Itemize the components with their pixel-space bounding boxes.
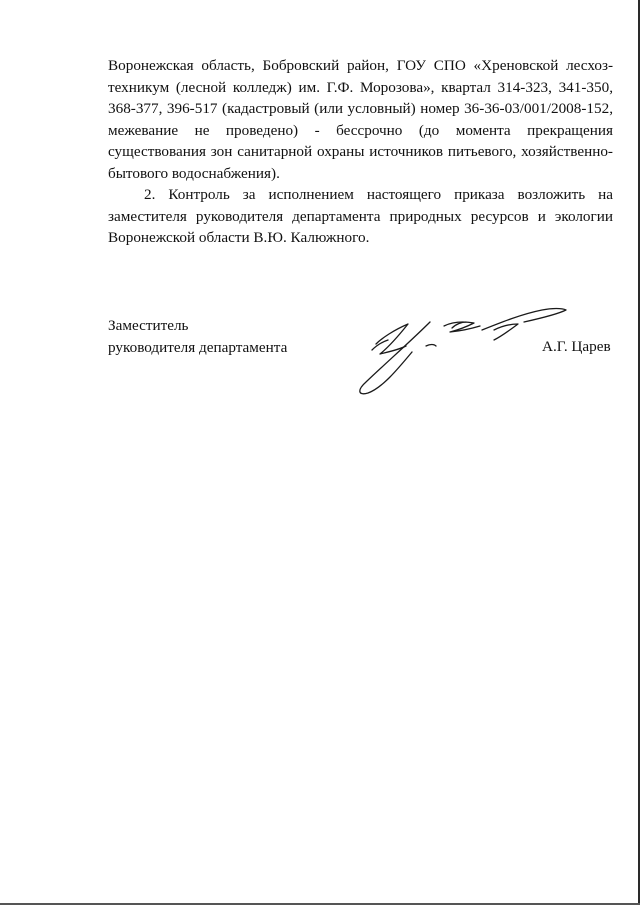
signatory-position-line-2: руководителя департамента [108, 338, 288, 356]
signatory-name: А.Г. Царев [542, 338, 611, 355]
document-body [108, 55, 613, 249]
paragraph-location-term: Воронежская область, Бобровский район, ГОУ СПО «Хреновской лесхоз-техникум (лесной колледж) им. Г.Ф. Морозова», квартал 314-323, 341-350, 368-377, 396-517 (кадастровый (или условный) номер 36-36-03/001/2008-152, межевание не проведено) - бессрочно (до момента прекращения существования зон санитарной охраны источников питьевого, хозяйственно-бытового водоснабжения). [108, 57, 613, 182]
paragraph-control-clause: 2. Контроль за исполнением настоящего приказа возложить на заместителя руководителя департамента природных ресурсов и экологии Воронежской области В.Ю. Калюжного. [108, 186, 613, 246]
signatory-position [108, 315, 348, 358]
signatory-position-line-1: Заместитель [108, 317, 189, 334]
